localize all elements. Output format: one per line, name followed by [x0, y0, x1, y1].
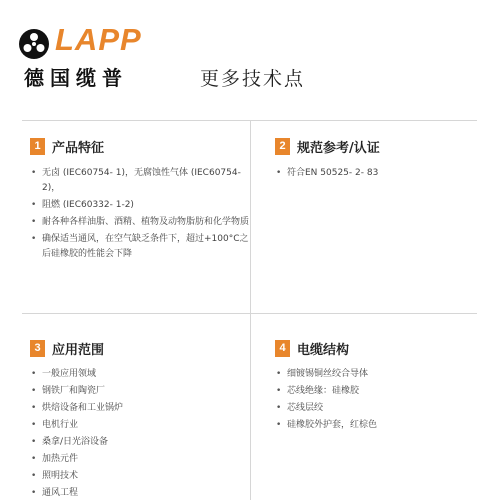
application-list [30, 367, 252, 501]
list-item: • 硅橡胶外护套，红棕色 [275, 418, 497, 433]
list-item: • 无卤 (IEC60754- 1)，无腐蚀性气体 (IEC60754-2)， [30, 166, 252, 196]
section-title: 产品特征 [52, 140, 105, 156]
section-number-badge: 1 [30, 138, 45, 155]
feature-list [30, 166, 252, 262]
list-item: • 一般应用领域 [30, 367, 252, 382]
list-item: • 照明技术 [30, 469, 252, 484]
list-item: • 烘焙设备和工业锅炉 [30, 401, 252, 416]
lapp-logo-icon [18, 28, 50, 60]
list-item: • 加热元件 [30, 452, 252, 467]
section-header [275, 338, 497, 358]
structure-list [275, 367, 497, 433]
section-title: 规范参考/认证 [297, 140, 380, 156]
section-title: 应用范围 [52, 342, 105, 358]
list-item: • 阻燃 (IEC60332- 1-2) [30, 198, 252, 213]
section-header [30, 338, 252, 358]
section-number-badge: 3 [30, 340, 45, 357]
list-item: • 桑拿/日光浴设备 [30, 435, 252, 450]
list-item: • 芯线绝缘：硅橡胶 [275, 384, 497, 399]
brand-name-cn: 德国缆普 [24, 66, 128, 90]
section-title: 电缆结构 [297, 342, 350, 358]
list-item: • 细镀锡铜丝绞合导体 [275, 367, 497, 382]
list-item: • 通风工程 [30, 486, 252, 501]
section-standards [275, 136, 497, 183]
list-item: • 耐各种各样油脂、酒精、植物及动物脂肪和化学物质 [30, 215, 252, 230]
section-header [30, 136, 252, 156]
section-product-features [30, 136, 252, 264]
brand-name: LAPP [55, 22, 142, 57]
section-header [275, 136, 497, 156]
section-number-badge: 4 [275, 340, 290, 357]
list-item: • 电机行业 [30, 418, 252, 433]
list-item: • 钢铁厂和陶瓷厂 [30, 384, 252, 399]
list-item: • 芯线层绞 [275, 401, 497, 416]
standards-list [275, 166, 497, 181]
brand-logo [18, 22, 158, 90]
list-item: • 确保适当通风，在空气缺乏条件下，超过+100°C之后硅橡胶的性能会下降 [30, 232, 252, 262]
list-item: • 符合EN 50525- 2- 83 [275, 166, 497, 181]
section-number-badge: 2 [275, 138, 290, 155]
section-cable-structure [275, 338, 497, 435]
section-applications [30, 338, 252, 503]
page-title: 更多技术点 [200, 68, 306, 90]
